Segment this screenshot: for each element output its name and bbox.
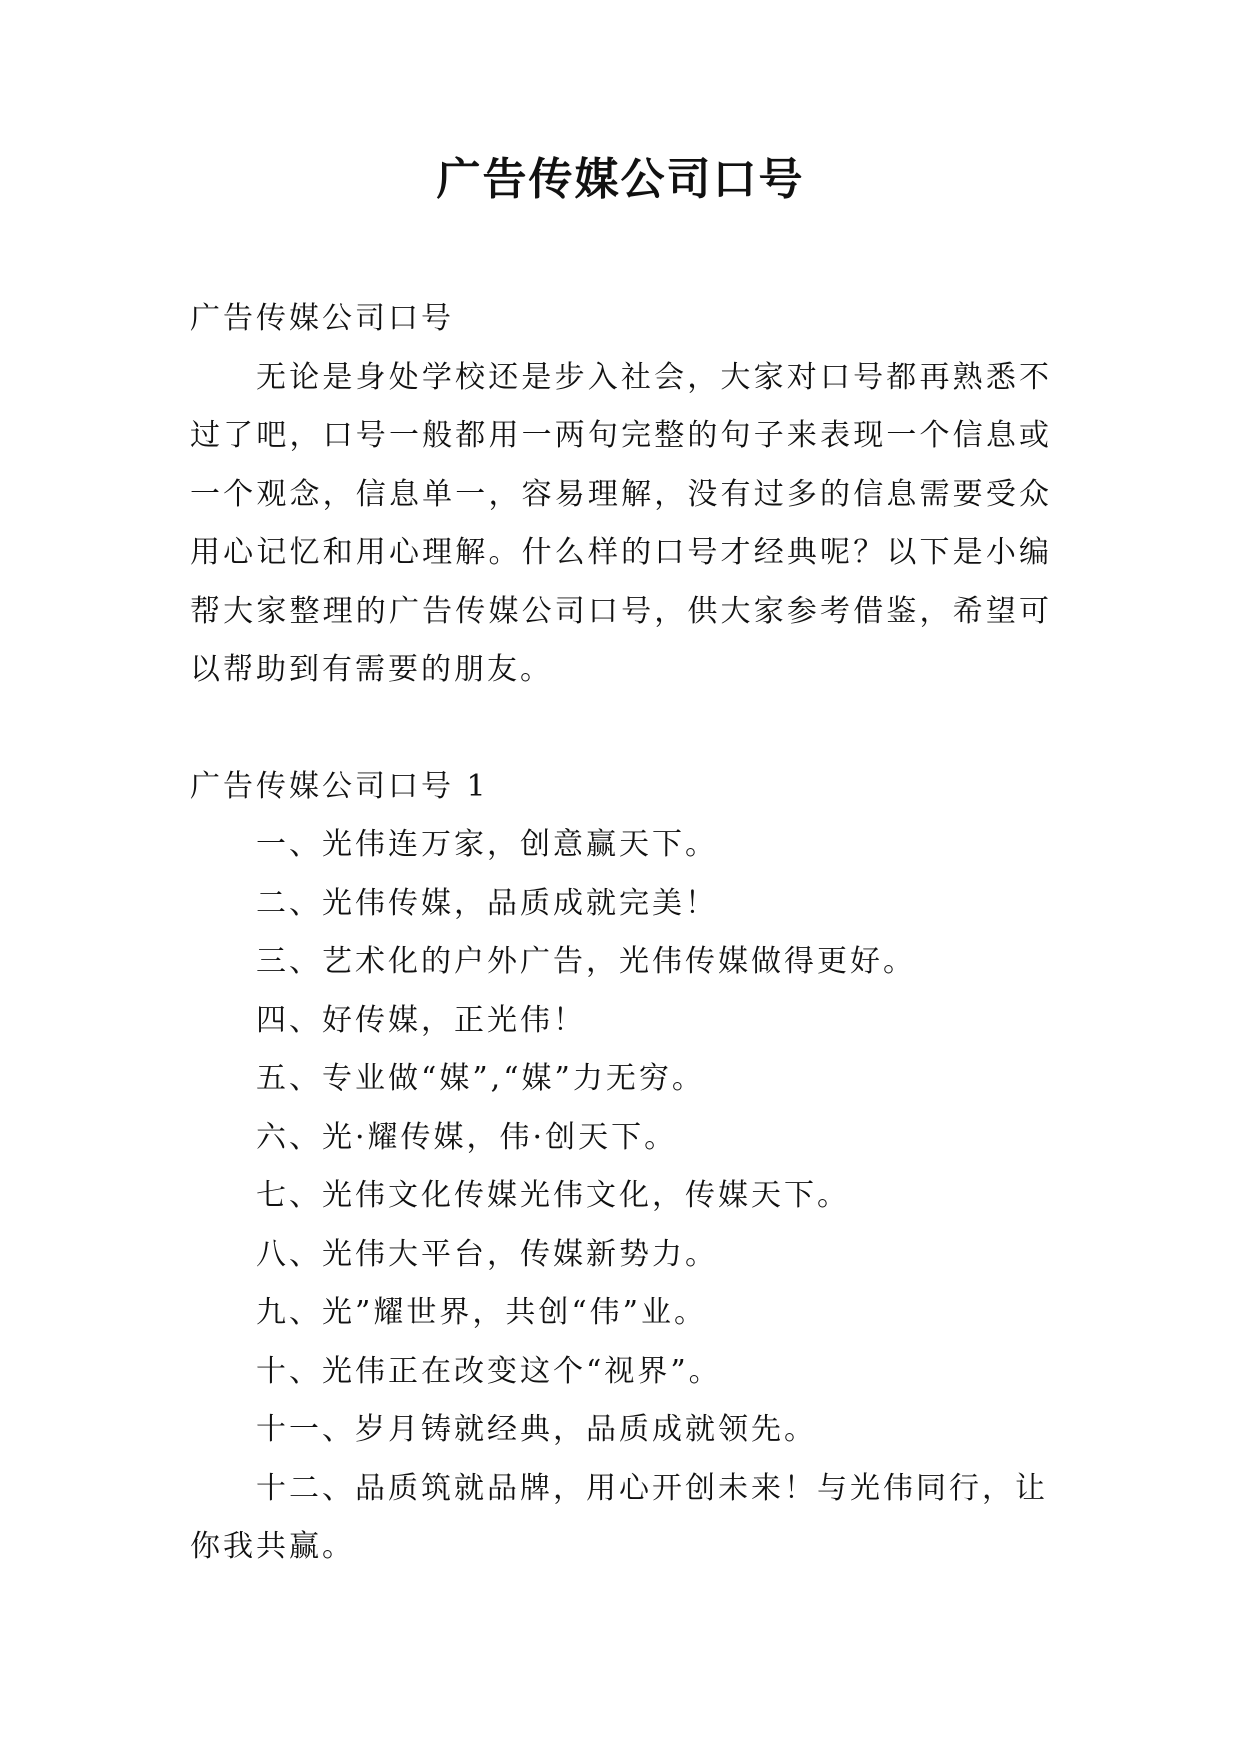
slogan-item: 十一、岁月铸就经典，品质成就领先。 [256, 1412, 817, 1447]
slogan-item: 一、光伟连万家，创意赢天下。 [256, 827, 718, 862]
intro-paragraph: 无论是身处学校还是步入社会，大家对口号都再熟悉不过了吧，口号一般都用一两句完整的句子来表现一个信息或一个观念，信息单一，容易理解，没有过多的信息需要受众用心记忆和用心理解。什么样的口号才经典呢？以下是小编帮大家整理的广告传媒公司口号，供大家参考借鉴，希望可以帮助到有需要的朋友。 [190, 359, 1052, 687]
paragraph-gap [190, 700, 1052, 758]
slogan-item: 二、光伟传媒，品质成就完美！ [256, 885, 718, 921]
page-title: 广告传媒公司口号 [436, 154, 805, 205]
slogan-item: 九、光”耀世界，共创“伟”业。 [256, 1295, 708, 1330]
subtitle: 广告传媒公司口号 [190, 301, 454, 336]
slogan-item: 八、光伟大平台，传媒新势力。 [256, 1236, 718, 1272]
slogan-item: 五、专业做“媒”,“媒”力无穷。 [256, 1061, 705, 1096]
document-body [190, 290, 1052, 1577]
slogan-item: 十、光伟正在改变这个“视界”。 [256, 1353, 722, 1389]
slogan-item: 六、光·耀传媒，伟·创天下。 [256, 1119, 678, 1155]
slogan-item: 四、好传媒，正光伟！ [256, 1002, 586, 1038]
slogan-item: 十二、品质筑就品牌，用心开创未来！与光伟同行，让你我共赢。 [190, 1470, 1048, 1564]
slogan-item: 七、光伟文化传媒光伟文化，传媒天下。 [256, 1178, 850, 1213]
slogan-item: 三、艺术化的户外广告，光伟传媒做得更好。 [256, 944, 916, 979]
section-heading: 广告传媒公司口号 1 [190, 768, 489, 804]
